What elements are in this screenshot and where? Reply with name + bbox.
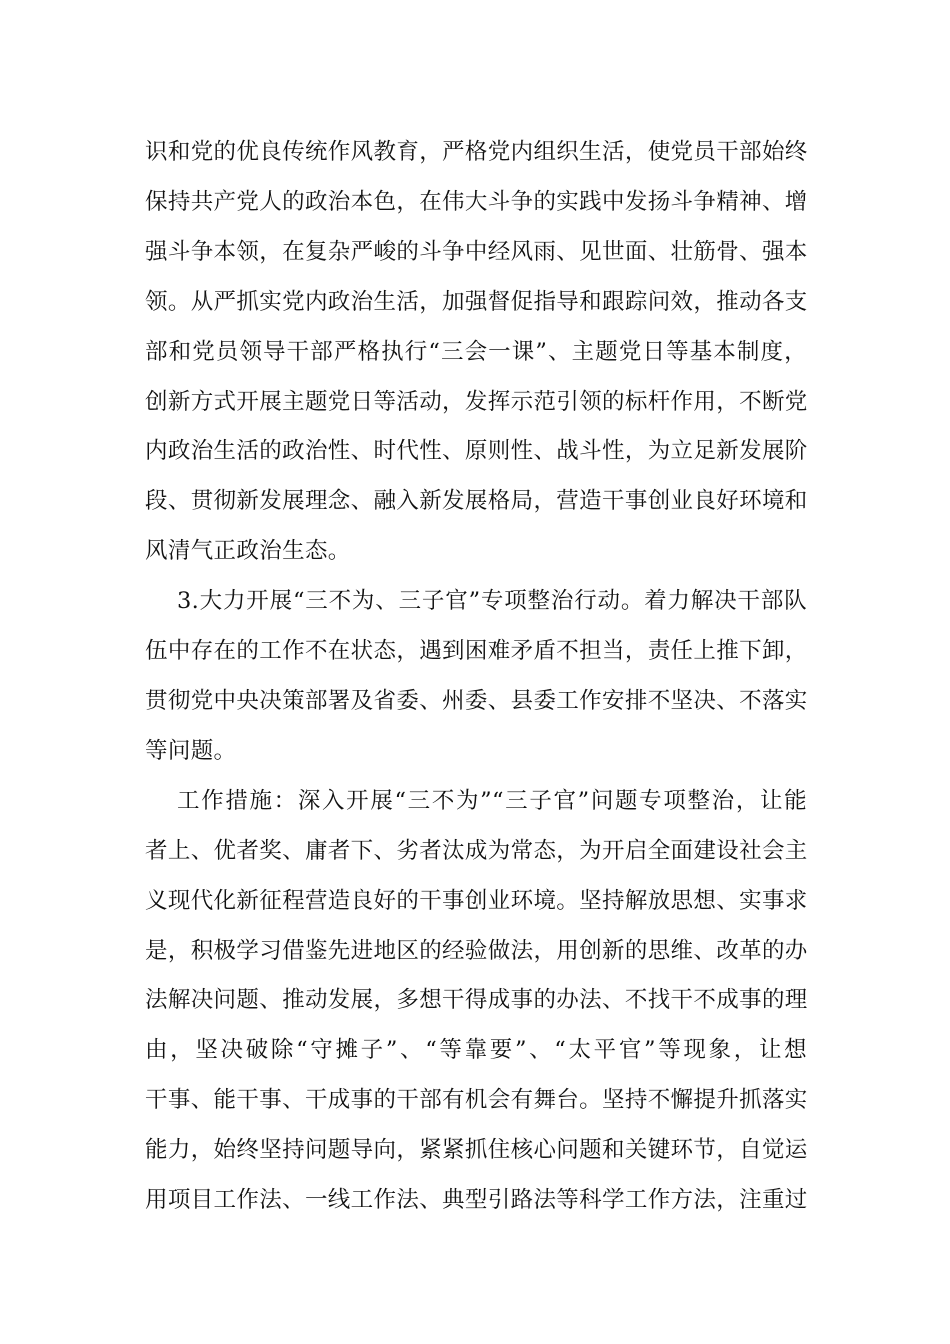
text-line: 能力，始终坚持问题导向，紧紧抓住核心问题和关键环节，自觉运 [145, 1137, 808, 1164]
document-body [145, 128, 807, 1226]
text-line: 段、贯彻新发展理念、融入新发展格局，营造干事创业良好环境和 [145, 488, 808, 515]
text-line: 领。从严抓实党内政治生活，加强督促指导和跟踪问效，推动各支 [145, 288, 808, 315]
text-line: 由，坚决破除“守摊子”、“等靠要”、“太平官”等现象，让想 [145, 1037, 807, 1064]
text-line: 是，积极学习借鉴先进地区的经验做法，用创新的思维、改革的办 [145, 937, 808, 964]
paragraph-2 [145, 577, 807, 777]
text-line: 工作措施：深入开展“三不为”“三子官”问题专项整治，让能 [177, 787, 807, 814]
text-line: 干事、能干事、干成事的干部有机会有舞台。坚持不懈提升抓落实 [145, 1087, 808, 1114]
text-line: 法解决问题、推动发展，多想干得成事的办法、不找干不成事的理 [145, 987, 808, 1014]
text-line: 等问题。 [145, 737, 237, 764]
text-line: 者上、优者奖、庸者下、劣者汰成为常态，为开启全面建设社会主 [145, 837, 808, 864]
paragraph-3 [145, 777, 807, 1226]
text-line: 3.大力开展“三不为、三子官”专项整治行动。着力解决干部队 [177, 588, 807, 615]
text-line: 强斗争本领，在复杂严峻的斗争中经风雨、见世面、壮筋骨、强本 [145, 238, 808, 265]
text-line: 伍中存在的工作不在状态，遇到困难矛盾不担当，责任上推下卸， [145, 638, 808, 665]
text-line: 义现代化新征程营造良好的干事创业环境。坚持解放思想、实事求 [145, 887, 808, 914]
text-line: 保持共产党人的政治本色，在伟大斗争的实践中发扬斗争精神、增 [145, 188, 808, 215]
text-line: 贯彻党中央决策部署及省委、州委、县委工作安排不坚决、不落实 [145, 687, 808, 714]
text-line: 用项目工作法、一线工作法、典型引路法等科学工作方法，注重过 [145, 1187, 808, 1214]
text-line: 风清气正政治生态。 [145, 538, 351, 565]
text-line: 内政治生活的政治性、时代性、原则性、战斗性，为立足新发展阶 [145, 438, 808, 465]
paragraph-1 [145, 128, 807, 577]
text-line: 识和党的优良传统作风教育，严格党内组织生活，使党员干部始终 [145, 139, 808, 165]
text-line: 部和党员领导干部严格执行“三会一课”、主题党日等基本制度， [145, 338, 807, 365]
text-line: 创新方式开展主题党日等活动，发挥示范引领的标杆作用，不断党 [145, 388, 808, 415]
